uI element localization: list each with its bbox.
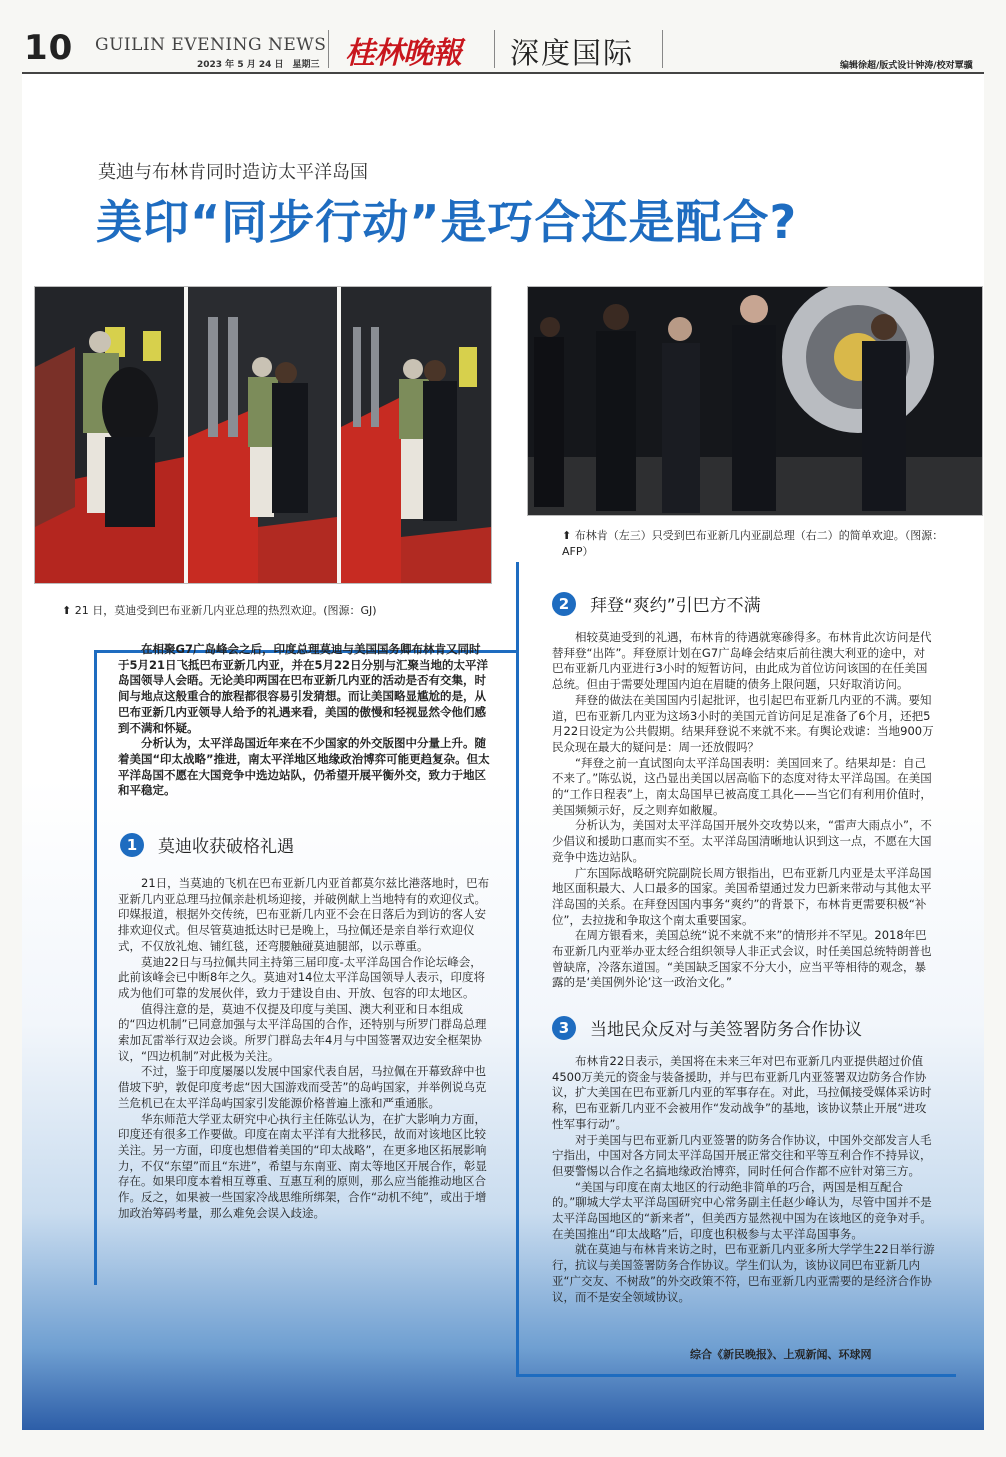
subhead-3: [552, 1015, 862, 1040]
section-number-badge: 2: [552, 592, 576, 616]
body-paragraph: “拜登之前一直试图向太平洋岛国表明：美国回来了。结果却是：自己不来了。”陈弘说，这凸显出美国以居高临下的态度对待太平洋岛国。在美国的“工作日程表”上，南太岛国早已被高度工具化——当它们有利用价值时，美国频频示好，反之则弃如敝履。: [552, 755, 932, 817]
article-headline: 美印“同步行动”是巧合还是配合?: [96, 195, 798, 249]
body-paragraph: 拜登的做法在美国国内引起批评，也引起巴布亚新几内亚的不满。要知道，巴布亚新几内亚为这场3小时的美国元首访问足足准备了6个月，还把5月22日设定为公共假期。结果拜登说不来就不来。有舆论戏谑：当地900万民众现在最大的疑问是：周一还放假吗？: [552, 692, 934, 754]
body-paragraph: 不过，鉴于印度屡屡以发展中国家代表自居，马拉佩在开幕致辞中也借坡下驴，敦促印度考虑“因大国游戏而受苦”的岛屿国家，并举例说乌克兰危机已在太平洋岛屿国家引发能源价格普遍上涨和严重通胀。: [118, 1064, 487, 1110]
body-paragraph: 值得注意的是，莫迪不仅提及印度与美国、澳大利亚和日本组成的“四边机制”已同意加强与太平洋岛国的合作，还特别与所罗门群岛总理索加瓦雷举行双边会谈。所罗门群岛去年4月与中国签署双边安全框架协议，“四边机制”对此极为关注。: [118, 1001, 487, 1063]
body-paragraph: 对于美国与巴布亚新几内亚签署的防务合作协议，中国外交部发言人毛宁指出，中国对各方同太平洋岛国开展正常交往和平等互利合作不持异议，但要警惕以合作之名搞地缘政治博弈，同时任何合作都不应针对第三方。: [552, 1132, 932, 1178]
body-paragraph: 相较莫迪受到的礼遇，布林肯的待遇就寒碜得多。布林肯此次访问是代替拜登“出阵”。拜登原计划在G7广岛峰会结束后前往澳大利亚的途中，对巴布亚新几内亚进行3小时的短暂访问，由此成为首位访问该国的在任美国总统。但由于需要处理国内迫在眉睫的债务上限问题，只好取消访问。: [552, 630, 932, 692]
body-paragraph: 21日，当莫迪的飞机在巴布亚新几内亚首都莫尔兹比港落地时，巴布亚新几内亚总理马拉佩亲赴机场迎接，并破例献上当地特有的欢迎仪式。印媒报道，根据外交传统，巴布亚新几内亚不会在日落后为到访的客人安排欢迎仪式。但尽管莫迪抵达时已是晚上，马拉佩还是亲自举行欢迎仪式，不仅放礼炮、铺红毯，还弯腰触碰莫迪腿部，以示尊重。: [118, 876, 490, 953]
up-arrow-icon: ⬆: [62, 604, 72, 617]
body-paragraph: 布林肯22日表示，美国将在未来三年对巴布亚新几内亚提供超过价值4500万美元的资金与装备援助，并与巴布亚新几内亚签署双边防务合作协议，扩大美国在巴布亚新几内亚的军事存在。对此，马拉佩接受媒体采访时称，巴布亚新几内亚不会被用作“发动战争”的基地，该协议禁止开展“进攻性军事行动”。: [552, 1054, 932, 1131]
subhead-2: [552, 591, 761, 616]
section-2-body: [552, 630, 936, 991]
masthead-divider: [662, 30, 663, 68]
editor-credits: 编辑徐超/版式设计钟涛/校对覃骥: [840, 61, 973, 71]
issue-date: 2023 年 5 月 24 日 星期三: [197, 60, 320, 70]
body-paragraph: “美国与印度在南太地区的行动绝非简单的巧合，两国是相互配合的。”聊城大学太平洋岛国研究中心常务副主任赵少峰认为，尽管中国并不是太平洋岛国地区的“新来者”，但美西方显然视中国为在该地区的竞争对手。在美国推出“印太战略”后，印度也积极参与太平洋岛国事务。: [552, 1179, 932, 1241]
section-number-badge: 1: [120, 833, 144, 857]
lead-paragraph: 分析认为，太平洋岛国近年来在不少国家的外交版图中分量上升。随着美国“印太战略”推进，南太平洋地区地缘政治博弈可能更趋复杂。但太平洋岛国不愿在大国竞争中选边站队，仍希望开展平衡外交，致力于地区和平稳定。: [118, 736, 490, 798]
body-paragraph: 广东国际战略研究院副院长周方银指出，巴布亚新几内亚是太平洋岛国地区面积最大、人口最多的国家。美国希望通过发力巴新来带动与其他太平洋岛国的关系。在拜登因国内事务“爽约”的背景下，布林肯更需要积极“补位”，去拉拢和争取这个南太重要国家。: [552, 865, 932, 927]
paper-name: GUILIN EVENING NEWS: [95, 35, 327, 55]
paper-logo: 桂林晚報: [345, 36, 461, 71]
body-paragraph: 莫迪22日与马拉佩共同主持第三届印度-太平洋岛国合作论坛峰会，此前该峰会已中断8年之久。莫迪对14位太平洋岛国领导人表示，印度将成为他们可靠的发展伙伴，致力于建设自由、开放、包容的印太地区。: [118, 954, 485, 1000]
body-paragraph: 华东师范大学亚太研究中心执行主任陈弘认为，在扩大影响力方面，印度还有很多工作要做。印度在南太平洋有大批移民，故而对该地区比较关注。另一方面，印度也想借着美国的“印太战略”，在更多地区拓展影响力，不仅“东望”而且“东进”，希望与东南亚、南太等地区开展合作，彰显存在。如果印度本着相互尊重、互惠互利的原则，那么应当能推动地区合作。反之，如果被一些国家冷战思维所绑架，合作“动机不纯”，或出于增加政治筹码考量，那么难免会误入歧途。: [118, 1111, 487, 1220]
article-lead: [118, 642, 490, 799]
up-arrow-icon: ⬆: [562, 529, 572, 542]
masthead-divider: [328, 30, 329, 68]
photo-right-caption: [562, 528, 960, 560]
subhead-title: 当地民众反对与美签署防务合作协议: [590, 1020, 862, 1040]
section-title: 深度国际: [510, 36, 635, 70]
section-1-body: [118, 876, 490, 1221]
right-frame-bottom: [516, 1374, 956, 1377]
source-credit: 综合《新民晚报》、上观新闻、环球网: [690, 1348, 872, 1361]
body-paragraph: 在周方银看来，美国总统“说不来就不来”的情形并不罕见。2018年巴布亚新几内亚举办亚太经合组织领导人非正式会议，时任美国总统特朗普也曾缺席，冷落东道国。“美国缺乏国家不分大小，应当平等相待的观念，暴露的是‘美国例外论’这一政治文化。”: [552, 928, 932, 990]
photo-modi-welcome: [34, 286, 492, 584]
section-number-badge: 3: [552, 1016, 576, 1040]
photo-left-caption: [62, 602, 377, 618]
photo-right-caption-text: 布林肯（左三）只受到巴布亚新几内亚副总理（右二）的简单欢迎。（图源： AFP）: [562, 529, 944, 558]
photo-left-caption-text: 21 日，莫迪受到巴布亚新几内亚总理的热烈欢迎。(图源：GJ): [74, 604, 377, 617]
body-paragraph: 就在莫迪与布林肯来访之时，巴布亚新几内亚多所大学学生22日举行游行，抗议与美国签署防务合作协议。学生们认为，该协议同巴布亚新几内亚“广交友、不树敌”的外交政策不符，巴布亚新几内亚需要的是经济合作协议，而不是安全领域协议。: [552, 1242, 935, 1304]
lead-paragraph: 在相聚G7广岛峰会之后，印度总理莫迪与美国国务卿布林肯又同时于5月21日飞抵巴布亚新几内亚，并在5月22日分别与汇聚当地的太平洋岛国领导人会晤。无论美印两国在巴布亚新几内亚的活动是否有交集，时间与地点这般重合的旅程都很容易引发猜想。而让美国略显尴尬的是，从巴布亚新几内亚领导人给予的礼遇来看，美国的傲慢和轻视显然令他们感到不满和怀疑。: [118, 642, 489, 735]
article-kicker: 莫迪与布林肯同时造访太平洋岛国: [98, 162, 368, 183]
photo-blinken-welcome: [527, 286, 983, 516]
section-3-body: [552, 1054, 936, 1305]
body-paragraph: 分析认为，美国对太平洋岛国开展外交攻势以来，“雷声大雨点小”，不少倡议和援助口惠而实不至。太平洋岛国清晰地认识到这一点，不愿在大国竞争中选边站队。: [552, 818, 932, 864]
page-number: 10: [24, 28, 74, 68]
masthead-divider: [494, 30, 495, 68]
subhead-title: 莫迪收获破格礼遇: [158, 837, 294, 857]
subhead-title: 拜登“爽约”引巴方不满: [590, 596, 761, 616]
subhead-1: [120, 832, 294, 857]
